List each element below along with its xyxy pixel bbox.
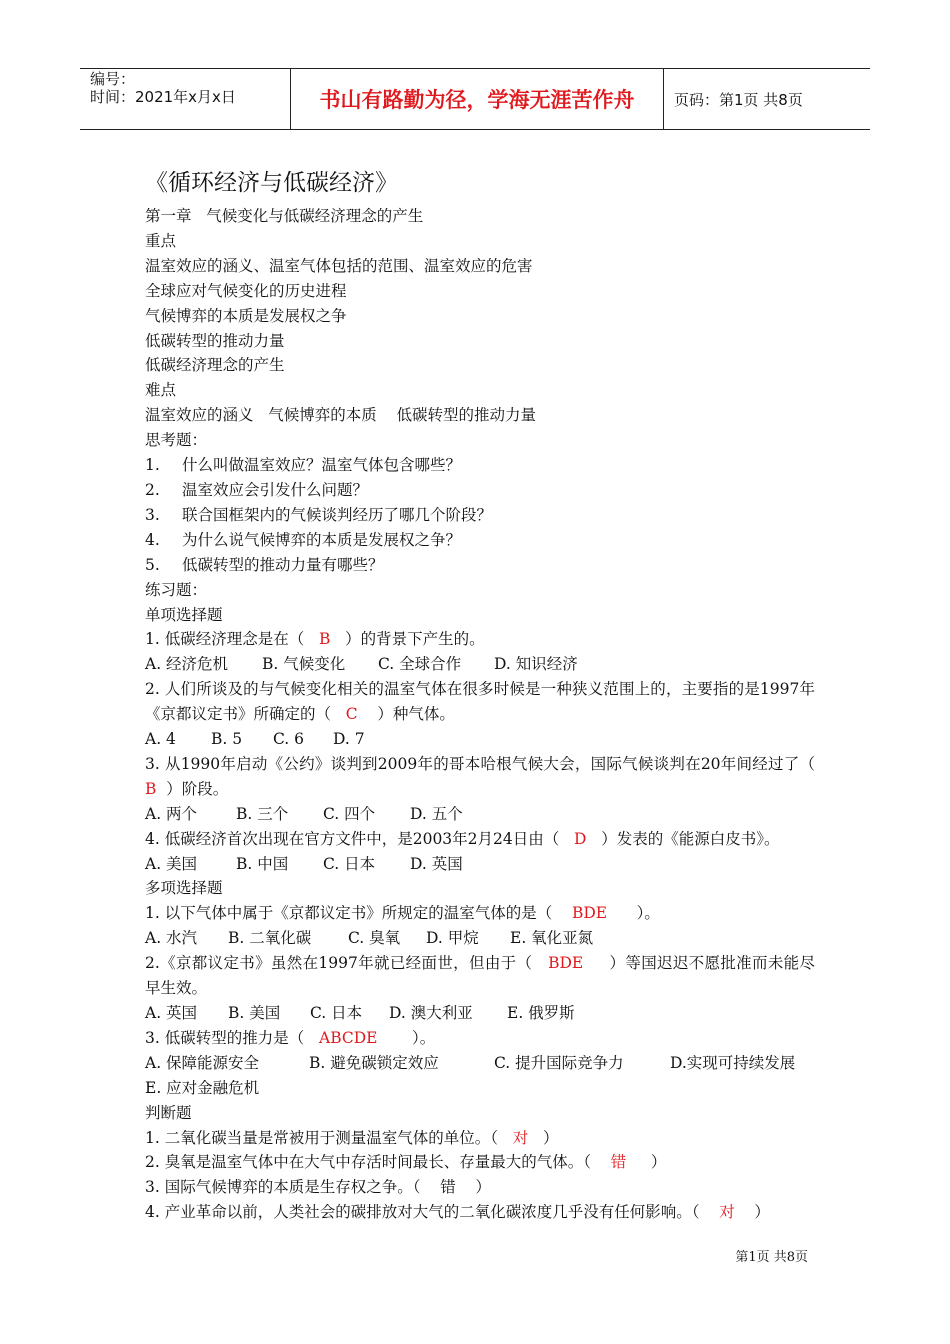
- multi-question: [145, 1026, 815, 1051]
- question-text: ）发表的《能源白皮书》。: [586, 829, 780, 848]
- answer: B: [145, 779, 157, 798]
- chapter-heading: 第一章 气候变化与低碳经济理念的产生: [145, 207, 424, 225]
- question-text: ）: [528, 1128, 559, 1147]
- answer: BDE: [571, 904, 608, 923]
- options-row: [145, 1001, 815, 1026]
- thinking-question: [145, 453, 815, 478]
- multi-choice-label: 多项选择题: [145, 879, 223, 898]
- option: D. 甲烷: [426, 929, 479, 948]
- header-page-info: 页码：第1页 共8页: [674, 90, 803, 109]
- option: C. 全球合作: [378, 655, 462, 674]
- question-text: 2. 臭氧是温室气体中在大气中存活时间最长、存量最大的气体。（: [145, 1153, 611, 1172]
- option: A. 经济危机: [145, 655, 229, 674]
- key-points-label: 重点: [145, 231, 177, 250]
- option: B. 避免碳锁定效应: [309, 1053, 439, 1072]
- question-text: 2. 人们所谈及的与气候变化相关的温室气体在很多时候是一种狭义范围上的，主要指的是1997年《京都议定书》所确定的（: [145, 680, 815, 724]
- option: D. 7: [333, 730, 365, 749]
- question-text: 3. 低碳转型的推力是（: [145, 1028, 319, 1047]
- option: B. 美国: [228, 1004, 281, 1022]
- question-text: 1. 低碳经济理念是在（: [145, 630, 319, 649]
- answer: 对: [512, 1128, 529, 1147]
- question-text: 2.《京都议定书》虽然在1997年就已经面世，但由于（: [145, 954, 549, 973]
- option: A. 美国: [145, 854, 198, 873]
- question-text: 3. 从1990年启动《公约》谈判到2009年的哥本哈根气候大会，国际气候谈判在20年间经过了（: [145, 754, 830, 773]
- question-text: ）: [626, 1153, 667, 1172]
- page-header: [80, 68, 870, 130]
- option: B. 中国: [236, 854, 289, 873]
- thinking-question: [145, 528, 815, 553]
- difficult-points: 温室效应的涵义 气候博弈的本质 低碳转型的推动力量: [145, 406, 536, 425]
- page-footer: 第1页 共8页: [735, 1250, 808, 1265]
- option: A. 英国: [145, 1004, 198, 1022]
- single-question: [145, 752, 830, 802]
- question-text: 4. 产业革命以前，人类社会的碳排放对大气的二氧化碳浓度几乎没有任何影响。（: [145, 1203, 720, 1222]
- single-question: [145, 627, 815, 652]
- single-question: [145, 827, 815, 852]
- judge-question: [145, 1150, 815, 1175]
- answer: B: [319, 630, 331, 649]
- key-point: 低碳经济理念的产生: [145, 356, 285, 375]
- option: C. 6: [273, 730, 305, 749]
- question-text: 为什么说气候博弈的本质是发展权之争？: [182, 530, 462, 549]
- option: B. 二氧化碳: [228, 929, 312, 948]
- option: C. 提升国际竞争力: [494, 1053, 624, 1072]
- thinking-question: [145, 503, 815, 528]
- judge-question: [145, 1175, 815, 1200]
- answer: C: [345, 705, 358, 724]
- question-text: ）的背景下产生的。: [330, 630, 485, 649]
- option: B. 三个: [236, 804, 289, 823]
- question-text: 1. 以下气体中属于《京都议定书》所规定的温室气体的是（: [145, 904, 572, 923]
- option: A. 4: [145, 730, 176, 749]
- option: D. 五个: [410, 804, 463, 823]
- option: B. 5: [211, 730, 243, 749]
- option: A. 水汽: [145, 929, 198, 948]
- thinking-question: [145, 553, 815, 578]
- answer: 错: [440, 1178, 456, 1197]
- option: C. 四个: [323, 804, 376, 823]
- option: B. 气候变化: [262, 655, 346, 674]
- options-row: [145, 1051, 815, 1076]
- question-text: ）。: [377, 1028, 436, 1047]
- options-row: [145, 652, 815, 677]
- options-row: [145, 926, 815, 951]
- option: C. 臭氧: [348, 929, 401, 948]
- options-row: [145, 802, 815, 827]
- question-text: 温室效应会引发什么问题？: [182, 480, 369, 499]
- options-row: [145, 727, 815, 752]
- option: D. 知识经济: [494, 655, 578, 674]
- exercise-label: 练习题：: [145, 580, 208, 599]
- answer: D: [574, 829, 587, 848]
- question-text: 3. 国际气候博弈的本质是生存权之争。（: [145, 1178, 441, 1197]
- option: D. 澳大利亚: [389, 1004, 473, 1022]
- key-point: 温室效应的涵义、温室气体包括的范围、温室效应的危害: [145, 256, 533, 275]
- question-text: ）等国迟迟不愿批准而未能尽早生效。: [145, 954, 815, 998]
- option: E. 氧化亚氮: [510, 929, 594, 948]
- judge-question: [145, 1126, 815, 1151]
- header-meta: [80, 69, 291, 129]
- question-text: 联合国框架内的气候谈判经历了哪几个阶段？: [182, 505, 493, 524]
- judge-question: [145, 1200, 815, 1225]
- answer: 对: [719, 1203, 735, 1222]
- option: E. 俄罗斯: [507, 1004, 575, 1022]
- question-text: ）种气体。: [357, 705, 455, 724]
- key-point: 低碳转型的推动力量: [145, 331, 285, 350]
- question-number: 1.: [145, 456, 160, 475]
- header-motto: 书山有路勤为径，学海无涯苦作舟: [291, 69, 664, 129]
- thinking-question: [145, 478, 815, 503]
- option: A. 两个: [145, 804, 198, 823]
- option: D. 英国: [410, 854, 463, 873]
- judge-label: 判断题: [145, 1103, 192, 1122]
- option: A. 保障能源安全: [145, 1053, 260, 1072]
- multi-question: [145, 951, 815, 1001]
- single-question: [145, 677, 815, 727]
- option: C. 日本: [323, 854, 376, 873]
- question-text: 1. 二氧化碳当量是常被用于测量温室气体的单位。（: [145, 1128, 513, 1147]
- question-text: 低碳转型的推动力量有哪些？: [182, 555, 384, 574]
- thinking-label: 思考题：: [145, 431, 208, 450]
- question-text: ）阶段。: [156, 779, 229, 798]
- question-text: 什么叫做温室效应？温室气体包含哪些？: [182, 456, 462, 475]
- key-point: 气候博弈的本质是发展权之争: [145, 306, 347, 325]
- question-text: ）: [455, 1178, 491, 1197]
- question-number: 3.: [145, 505, 160, 524]
- answer: ABCDE: [319, 1028, 378, 1047]
- difficult-label: 难点: [145, 381, 177, 400]
- option: D.实现可持续发展: [670, 1053, 796, 1072]
- question-number: 2.: [145, 480, 160, 499]
- options-row: [145, 1076, 815, 1101]
- question-number: 5.: [145, 555, 160, 574]
- single-choice-label: 单项选择题: [145, 605, 223, 624]
- option: C. 日本: [310, 1004, 363, 1022]
- multi-question: [145, 901, 815, 926]
- answer: 错: [610, 1153, 627, 1172]
- question-text: 4. 低碳经济首次出现在官方文件中，是2003年2月24日由（: [145, 829, 575, 848]
- header-number: 编号：: [90, 70, 136, 88]
- key-point: 全球应对气候变化的历史进程: [145, 281, 347, 300]
- question-text: ）: [734, 1203, 770, 1222]
- question-text: ）。: [607, 904, 660, 923]
- question-number: 4.: [145, 530, 160, 549]
- answer: BDE: [548, 954, 584, 973]
- options-row: [145, 852, 815, 877]
- document-body: [145, 204, 830, 1225]
- document-title: 《循环经济与低碳经济》: [145, 170, 398, 196]
- header-date: 时间：2021年x月x日: [90, 88, 236, 106]
- option: E. 应对金融危机: [145, 1078, 260, 1097]
